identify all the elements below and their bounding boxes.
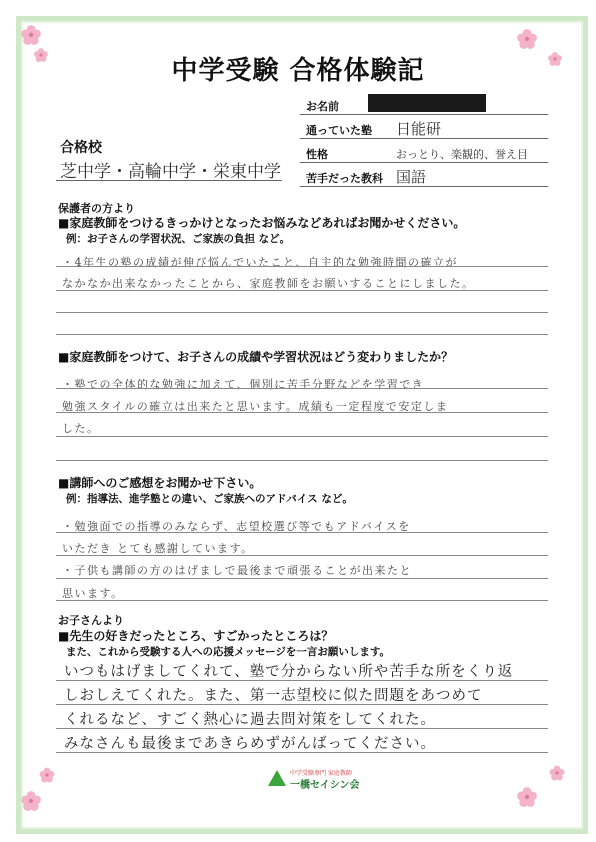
ruled-line [56, 728, 548, 729]
parent-answer-2-line: した。 [62, 422, 100, 435]
sakura-flower-icon [20, 24, 42, 46]
personality-row [300, 142, 548, 163]
logo-tagline: 中学受験専門 家庭教師 [290, 770, 352, 777]
child-question-sub: また、これから受験する人への応援メッセージを一言お願いします。 [66, 646, 391, 658]
personality-label: 性格 [306, 148, 328, 161]
child-heading: お子さんより [58, 614, 124, 627]
school-label: 合格校 [60, 140, 102, 156]
sakura-flower-icon [20, 790, 42, 812]
parent-answer-1-line: ・4年生の塾の成績が伸び悩んでいたこと、自主的な勉強時間の確立が [62, 256, 458, 269]
parent-question-2: ■家庭教師をつけて、お子さんの成績や学習状況はどう変わりましたか？ [58, 350, 454, 364]
company-logo [268, 768, 378, 790]
logo-name: 一橋セイシン会 [290, 780, 360, 791]
parent-answer-2-line: ・塾での全体的な勉強に加えて、個別に苦手分野などを学習でき [62, 378, 425, 391]
child-answer-line: みなさんも最後まであきらめずがんばってください。 [64, 736, 436, 752]
ruled-line [56, 460, 548, 461]
ruled-line [56, 704, 548, 705]
juku-value: 日能研 [396, 120, 442, 138]
child-answer-line: いつもはげましてくれて、塾で分からない所や苦手な所をくり返 [64, 664, 514, 680]
sakura-flower-icon [549, 765, 566, 782]
name-label: お名前 [306, 100, 339, 113]
parent-question-1: ■家庭教師をつけるきっかけとなったお悩みなどあればお聞かせください。 [58, 216, 466, 230]
ruled-line [56, 266, 548, 267]
parent-answer-2-line: 勉強スタイルの確立は出来たと思います。成績も一定程度で安定しま [62, 400, 449, 413]
parent-question-3-example: 例：指導法、進学塾との違い、ご家族へのアドバイス など。 [66, 493, 353, 505]
ruled-line [56, 290, 548, 291]
ruled-line [56, 312, 548, 313]
ruled-line [56, 600, 548, 601]
ruled-line [56, 752, 548, 753]
logo-triangle-icon [268, 770, 286, 786]
ruled-line [56, 334, 548, 335]
ruled-line [56, 680, 548, 681]
parent-answer-3-line: 思います。 [62, 587, 124, 600]
child-question: ■先生の好きだったところ、すごかったところは？ [58, 629, 334, 643]
school-underline [56, 180, 282, 181]
ruled-line [56, 388, 548, 389]
parent-question-1-example: 例：お子さんの学習状況、ご家族の負担 など。 [66, 233, 291, 245]
ruled-line [56, 532, 548, 533]
weak-subject-value: 国語 [396, 168, 427, 186]
page-title: 中学受験 合格体験記 [171, 56, 425, 86]
juku-row [300, 118, 548, 139]
sakura-flower-icon [516, 786, 538, 808]
personality-value: おっとり、楽観的、誉え目 [396, 148, 528, 161]
parent-answer-3-line: ・子供も講師の方のはげましで最後まで頑張ることが出来たと [62, 564, 412, 577]
parent-answer-3-line: ・勉強面での指導のみならず、志望校選び等でもアドバイスを [62, 520, 411, 533]
school-value: 芝中学・高輪中学・栄東中学 [60, 162, 281, 182]
ruled-line [56, 578, 548, 579]
parent-heading: 保護者の方より [58, 202, 135, 215]
child-answer-line: くれるなど、すごく熱心に過去問対策をしてくれた。 [64, 712, 436, 728]
juku-label: 通っていた塾 [306, 124, 372, 137]
child-answer-line: しおしえてくれた。また、第一志望校に似た問題をあつめて [64, 688, 483, 704]
sakura-flower-icon [516, 28, 538, 50]
ruled-line [56, 436, 548, 437]
weak-subject-label: 苦手だった教科 [306, 172, 383, 185]
sakura-flower-icon [39, 767, 56, 784]
name-redaction [368, 94, 486, 112]
ruled-line [56, 412, 548, 413]
weak-subject-row [300, 166, 548, 187]
parent-answer-3-line: いただき とても感謝しています。 [62, 542, 254, 555]
parent-question-3: ■講師へのご感想をお聞かせ下さい。 [58, 476, 262, 490]
ruled-line [56, 555, 548, 556]
parent-answer-1-line: なかなか出来なかったことから、家庭教師をお願いすることにしました。 [62, 277, 475, 290]
